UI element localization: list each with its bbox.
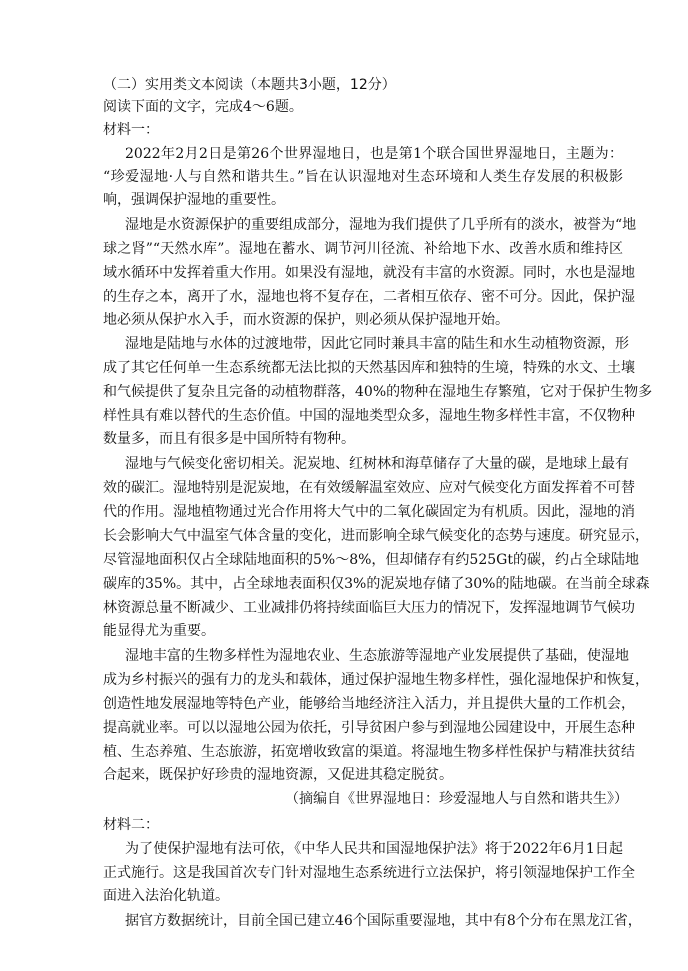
m1-p2-line-1: 湿地是水资源保护的重要组成部分，湿地为我们提供了几乎所有的淡水，被誉为“地 bbox=[125, 217, 637, 233]
material-two-label: 材料二： bbox=[103, 817, 159, 833]
m1-p2-line-4: 的生存之本，离开了水，湿地也将不复存在，二者相互依存、密不可分。因此，保护湿 bbox=[103, 289, 635, 305]
m1-p2-line-2: 球之肾”“天然水库”。湿地在蓄水、调节河川径流、补给地下水、改善水质和维持区 bbox=[103, 241, 623, 257]
m1-p3-line-3: 和气候提供了复杂且完备的动植物群落，40%的物种在湿地生存繁殖，它对于保护生物多 bbox=[103, 384, 653, 400]
m1-p5-line-3: 创造性地发展湿地等特色产业，能够给当地经济注入活力，并且提供大量的工作机会， bbox=[103, 696, 635, 712]
m1-p5-line-6: 合起来，既保护好珍贵的湿地资源，又促进其稳定脱贫。 bbox=[103, 767, 453, 783]
m1-p3-line-2: 成了其它任何单一生态系统都无法比拟的天然基因库和独特的生境，特殊的水文、土壤 bbox=[103, 360, 635, 376]
material-one-source: （摘编自《世界湿地日：珍爱湿地人与自然和谐共生》） bbox=[285, 791, 628, 807]
m2-p1-line-1: 为了使保护湿地有法可依，《中华人民共和国湿地保护法》将于2022年6月1日起 bbox=[125, 841, 623, 857]
m1-p2-line-3: 域水循环中发挥着重大作用。如果没有湿地，就没有丰富的水资源。同时，水也是湿地 bbox=[103, 265, 635, 281]
m2-p1-line-3: 面进入法治化轨道。 bbox=[103, 888, 229, 904]
m1-p2-line-5: 地必须从保护水入手，而水资源的保护，则必须从保护湿地开始。 bbox=[103, 312, 509, 328]
m1-p4-line-5: 尽管湿地面积仅占全球陆地面积的5%～8%，但却储存有约525Gt的碳，约占全球陆地 bbox=[103, 552, 639, 568]
m1-p1-line-1: 2022年2月2日是第26个世界湿地日，也是第1个联合国世界湿地日，主题为： bbox=[125, 146, 623, 162]
m1-p3-line-4: 样性具有难以替代的生态价值。中国的湿地类型众多，湿地生物多样性丰富，不仅物种 bbox=[103, 408, 635, 424]
m1-p4-line-2: 效的碳汇。湿地特别是泥炭地，在有效缓解温室效应、应对气候变化方面发挥着不可替 bbox=[103, 480, 635, 496]
m1-p4-line-6: 碳库的35%。其中，占全球地表面积仅3%的泥炭地存储了30%的陆地碳。在当前全球森 bbox=[103, 576, 650, 592]
m1-p4-line-1: 湿地与气候变化密切相关。泥炭地、红树林和海草储存了大量的碳，是地球上最有 bbox=[125, 456, 629, 472]
m1-p4-line-4: 长会影响大气中温室气体含量的变化，进而影响全球气候变化的态势与速度。研究显示， bbox=[103, 528, 649, 544]
m1-p5-line-5: 植、生态养殖、生态旅游，拓宽增收致富的渠道。将湿地生物多样性保护与精准扶贫结 bbox=[103, 744, 635, 760]
m1-p1-line-3: 响，强调保护湿地的重要性。 bbox=[103, 192, 285, 208]
instruction: 阅读下面的文字，完成4～6题。 bbox=[103, 99, 303, 115]
m1-p4-line-8: 能显得尤为重要。 bbox=[103, 623, 215, 639]
m1-p4-line-7: 林资源总量不断减少、工业减排仍将持续面临巨大压力的情况下，发挥湿地调节气候功 bbox=[103, 600, 635, 616]
section-heading: （二）实用类文本阅读（本题共3小题，12分） bbox=[103, 77, 396, 93]
m2-p1-line-2: 正式施行。这是我国首次专门针对湿地生态系统进行立法保护，将引领湿地保护工作全 bbox=[103, 865, 635, 881]
m1-p3-line-1: 湿地是陆地与水体的过渡地带，因此它同时兼具丰富的陆生和水生动植物资源，形 bbox=[125, 336, 629, 352]
m1-p5-line-4: 提高就业率。可以以湿地公园为依托，引导贫困户参与到湿地公园建设中，开展生态种 bbox=[103, 720, 635, 736]
m1-p5-line-1: 湿地丰富的生物多样性为湿地农业、生态旅游等湿地产业发展提供了基础，使湿地 bbox=[125, 648, 629, 664]
m1-p5-line-2: 成为乡村振兴的强有力的龙头和载体，通过保护湿地生物多样性，强化湿地保护和恢复， bbox=[103, 672, 649, 688]
m1-p1-line-2: “珍爱湿地·人与自然和谐共生。”旨在认识湿地对生态环境和人类生存发展的积极影 bbox=[103, 169, 623, 185]
m1-p4-line-3: 代的作用。湿地植物通过光合作用将大气中的二氧化碳固定为有机质。因此，湿地的消 bbox=[103, 504, 635, 520]
m2-p2-line-1: 据官方数据统计，目前全国已建立46个国际重要湿地，其中有8个分布在黑龙江省， bbox=[125, 913, 642, 929]
m1-p3-line-5: 数量多，而且有很多是中国所特有物种。 bbox=[103, 431, 355, 447]
material-one-label: 材料一： bbox=[103, 122, 159, 138]
